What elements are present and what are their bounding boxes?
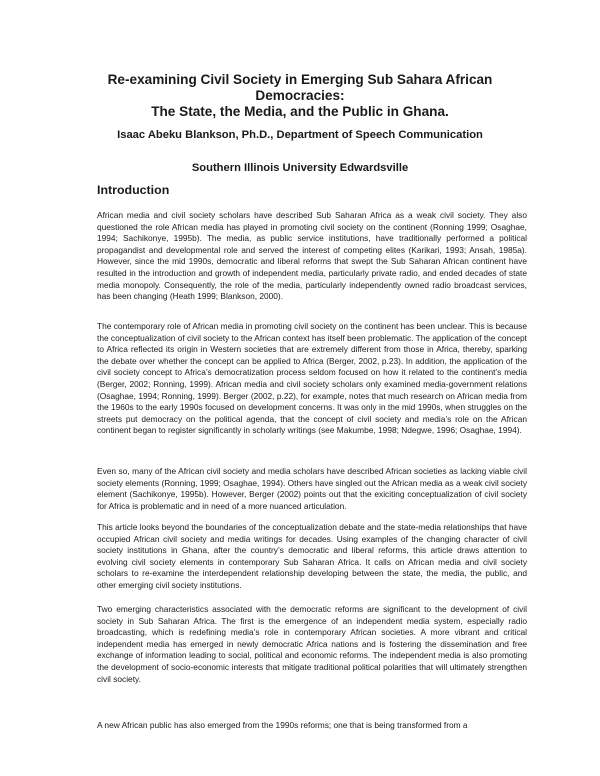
paragraph-3: Even so, many of the African civil society and media scholars have described African societies as lacking viable civil society elements (Ronning, 1999; Osaghae, 1994). Others have singled out the African media as a weak civil society element (Sachikonye, 1995b). However, Berger (2002) points out that the exiciting conceptualization of civil society for Africa is problematic and in need of a more nuanced articulation.: [97, 466, 527, 511]
paragraph-1: African media and civil society scholars have described Sub Saharan Africa as a weak civil society. They also questioned the role African media has played in promoting civil society on the continent (Ronning 1999; Osaghae, 1994; Sachikonye, 1995b). The media, as public service institutions, have traditionally performed a political propagandist and developmental role and served the interest of competing elites (Karikari, 1993; Ansah, 1985a). However, since the mid 1990s, democratic and liberal reforms that swept the Sub Saharan African continent have resulted in the introduction and growth of independent media, particularly private radio, and ended decades of state media monopoly. Consequently, the role of the media, particularly independently owned radio broadcast services, has been changing (Heath 1999; Blankson, 2000).: [97, 210, 527, 302]
paragraph-2: The contemporary role of African media in promoting civil society on the continent has been unclear. This is because the conceptualization of civil society to the African context has itself been problematic. The application of the concept to Africa reflected its origin in Western societies that are extremely different from those in Africa, thereby, sparking the debate over whether the concept can be applied to Africa (Berger, 2002, p.23). In addition, the application of the civil society concept to Africa’s democratization process seldom focused on how it related to the continent’s media (Berger, 2002; Ronning, 1999). African media and civil society scholars only examined media-government relations (Osaghae, 1994; Ronning, 1999). Berger (2002, p.22), for example, notes that much research on African media from the 1960s to the early 1990s focused on development concerns. It was only in the mid 1990s, when struggles on the streets put democracy on the political agenda, that the concept of civil society and media’s role on the African continent began to register significantly in scholarly writings (see Makumbe, 1998; Ndegwe, 1996; Osaghae, 1994).: [97, 321, 527, 436]
section-heading-introduction: Introduction: [97, 183, 170, 197]
paragraph-6: A new African public has also emerged from the 1990s reforms; one that is being transformed from a: [97, 720, 468, 730]
title-line-2: Democracies:: [255, 88, 345, 103]
paragraph-4: This article looks beyond the boundaries of the conceptualization debate and the state-media relationships that have occupied African civil society and media writings for decades. Using examples of the changing character of civil society institutions in Ghana, after the country’s democratic and liberal reforms, this article draws attention to evolving civil society elements in contemporary Sub Saharan Africa. It calls on African media and civil society scholars to re-examine the interdependent relationship developing between the state, the media, the public, and other emerging civil society institutions.: [97, 522, 527, 590]
paper-title: [60, 72, 540, 120]
title-line-3: The State, the Media, and the Public in Ghana.: [151, 104, 449, 119]
author-line: Isaac Abeku Blankson, Ph.D., Department of Speech Communication: [117, 129, 483, 141]
paragraph-5: Two emerging characteristics associated with the democratic reforms are significant to the development of civil society in Sub Saharan Africa. The first is the emergence of an independent media system, especially radio broadcasting, which is redefining media’s role in contemporary African societies. A more vibrant and critical independent media has emerged in newly democratic Africa nations and is fostering the dissemination and free exchange of information leading to social, political and economic reforms. The independent media is also promoting the development of socio-economic interests that mitigate traditional political polarities that will ultimately strengthen civil society.: [97, 604, 527, 684]
title-line-1: Re-examining Civil Society in Emerging Sub Sahara African: [107, 72, 493, 87]
affiliation-line: Southern Illinois University Edwardsville: [191, 162, 409, 174]
